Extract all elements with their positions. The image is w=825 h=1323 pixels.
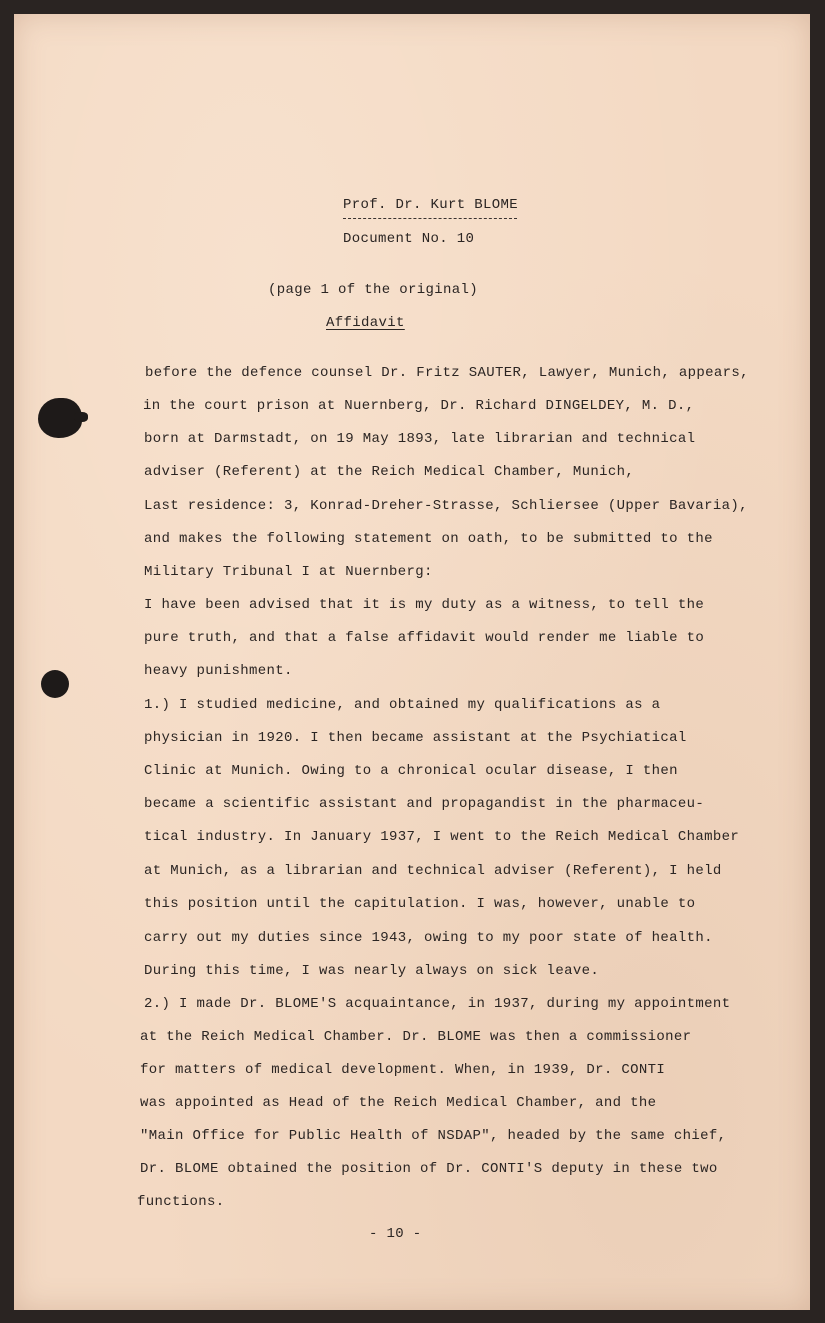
body-line: Military Tribunal I at Nuernberg: [144, 564, 433, 580]
page-number: - 10 - [369, 1226, 422, 1242]
body-line: During this time, I was nearly always on sick leave. [144, 963, 600, 979]
body-line: and makes the following statement on oath, to be submitted to the [144, 531, 713, 547]
body-line: tical industry. In January 1937, I went to the Reich Medical Chamber [144, 829, 740, 845]
body-line: was appointed as Head of the Reich Medical Chamber, and the [140, 1095, 657, 1111]
body-line: functions. [137, 1194, 225, 1210]
body-line: this position until the capitulation. I was, however, unable to [144, 896, 696, 912]
body-line: became a scientific assistant and propagandist in the pharmaceu- [144, 796, 705, 812]
body-line: Clinic at Munich. Owing to a chronical ocular disease, I then [144, 763, 678, 779]
body-line: 1.) I studied medicine, and obtained my qualifications as a [144, 697, 661, 713]
body-line: adviser (Referent) at the Reich Medical Chamber, Munich, [144, 464, 635, 480]
document-number: Document No. 10 [343, 231, 475, 247]
body-line: pure truth, and that a false affidavit would render me liable to [144, 630, 705, 646]
body-line: I have been advised that it is my duty as a witness, to tell the [144, 597, 705, 613]
body-line: at Munich, as a librarian and technical adviser (Referent), I held [144, 863, 722, 879]
body-line: before the defence counsel Dr. Fritz SAUTER, Lawyer, Munich, appears, [145, 365, 749, 381]
document-author-heading: Prof. Dr. Kurt BLOME [343, 197, 519, 213]
body-line: heavy punishment. [144, 663, 293, 679]
body-line: in the court prison at Nuernberg, Dr. Richard DINGELDEY, M. D., [143, 398, 695, 414]
body-line: carry out my duties since 1943, owing to my poor state of health. [144, 930, 713, 946]
page-note: (page 1 of the original) [268, 282, 479, 298]
body-line: 2.) I made Dr. BLOME'S acquaintance, in 1937, during my appointment [144, 996, 731, 1012]
body-line: at the Reich Medical Chamber. Dr. BLOME was then a commissioner [140, 1029, 692, 1045]
document-title: Affidavit [326, 315, 405, 331]
body-line: born at Darmstadt, on 19 May 1893, late librarian and technical [144, 431, 696, 447]
body-line: for matters of medical development. When, in 1939, Dr. CONTI [140, 1062, 666, 1078]
body-line: Last residence: 3, Konrad-Dreher-Strasse, Schliersee (Upper Bavaria), [144, 498, 748, 514]
body-line: physician in 1920. I then became assistant at the Psychiatical [144, 730, 687, 746]
body-line: Dr. BLOME obtained the position of Dr. CONTI'S deputy in these two [140, 1161, 718, 1177]
body-line: "Main Office for Public Health of NSDAP", headed by the same chief, [140, 1128, 727, 1144]
